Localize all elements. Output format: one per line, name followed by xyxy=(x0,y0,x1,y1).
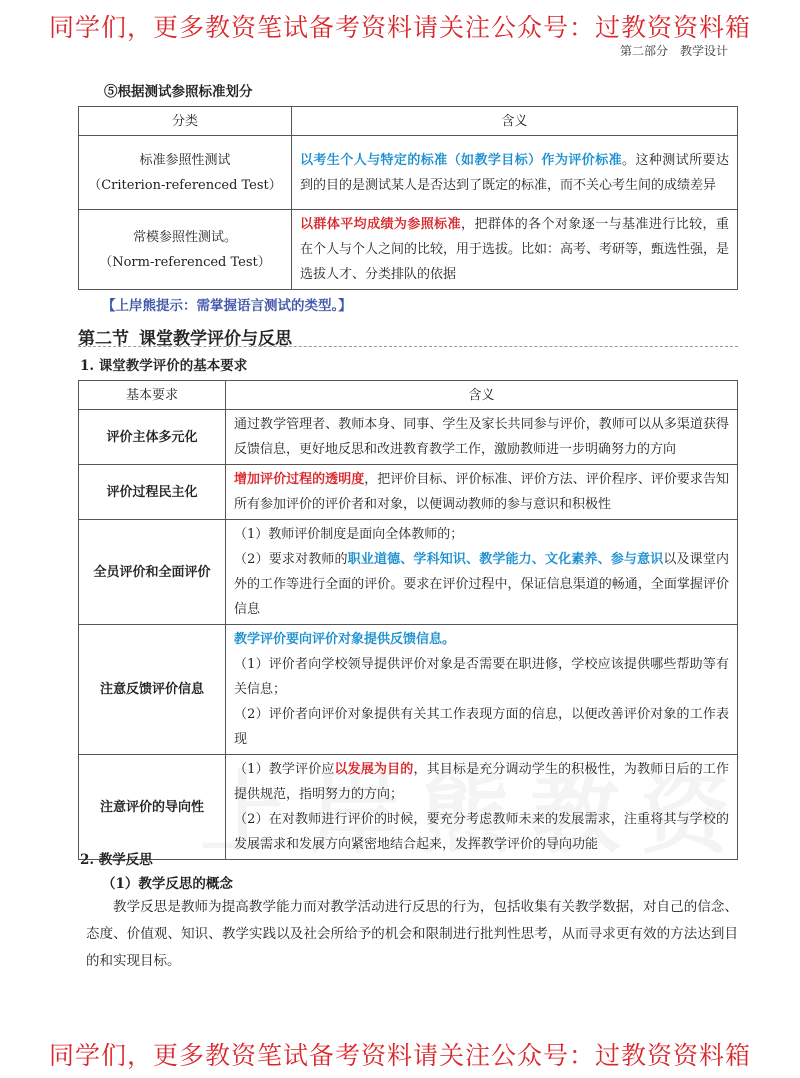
highlight-text: 以群体平均成绩为参照标准 xyxy=(300,217,462,232)
highlight-text: 教学评价要向评价对象提供反馈信息。 xyxy=(234,632,456,647)
requirement-cell: 评价过程民主化 xyxy=(79,465,226,520)
meaning-cell xyxy=(226,755,738,860)
meaning-line: （1）评价者向学校领导提供评价对象是否需要在职进修，学校应该提供哪些帮助等有关信息； xyxy=(234,657,729,697)
highlight-text: 增加评价过程的透明度 xyxy=(234,472,365,487)
test-type-table xyxy=(78,106,738,290)
meaning-cell xyxy=(226,465,738,520)
subheading-reflection: 2. 教学反思 xyxy=(80,852,153,868)
meaning-line: （2）在对教师进行评价的时候，要充分考虑教师未来的发展需求，注重将其与学校的发展需求和发展方向紧密地结合起来，发挥教学评价的导向功能 xyxy=(234,812,729,852)
table-row xyxy=(79,465,738,520)
category-english: （Criterion-referenced Test） xyxy=(88,177,282,193)
table-row xyxy=(79,755,738,860)
table-row xyxy=(79,625,738,755)
meaning-cell xyxy=(292,210,738,290)
meaning-line: （1）教师评价制度是面向全体教师的； xyxy=(234,527,464,542)
evaluation-requirements-table xyxy=(78,380,738,860)
meaning-text: （2）要求对教师的 xyxy=(234,552,348,567)
highlight-text: 以发展为目的 xyxy=(334,762,414,777)
header-meaning: 含义 xyxy=(292,107,738,136)
meaning-text: 。这种测试所要达到的目的是测试某人是否达到了既定的标准，而不关心考生间的成绩差异 xyxy=(300,152,729,193)
meaning-text: 以及课堂内外的工作等进行全面的评价。要求在评价过程中，保证信息渠道的畅通，全面掌握评价信息 xyxy=(234,552,729,617)
bottom-banner: 同学们，更多教资笔试备考资料请关注公众号：过教资资料箱 xyxy=(48,1041,751,1070)
meaning-line: （2）评价者向评价对象提供有关其工作表现方面的信息，以便改善评价对象的工作表现 xyxy=(234,707,729,747)
criterion-heading: ⑤根据测试参照标准划分 xyxy=(104,84,253,100)
meaning-cell xyxy=(226,520,738,625)
table-header-row xyxy=(79,107,738,136)
table-row xyxy=(79,410,738,465)
section-divider xyxy=(78,346,738,347)
meaning-line xyxy=(234,547,729,622)
category-name: 常模参照性测试。 xyxy=(132,229,237,245)
section-number: 第二节 xyxy=(78,329,129,349)
meaning-text: （1）教学评价应 xyxy=(234,762,335,777)
top-banner: 同学们，更多教资笔试备考资料请关注公众号：过教资资料箱 xyxy=(48,13,751,42)
meaning-cell xyxy=(292,136,738,210)
section-title: 课堂教学评价与反思 xyxy=(139,329,292,349)
highlight-text: 以考生个人与特定的标准（如教学目标）作为评价标准 xyxy=(300,152,623,168)
category-cell xyxy=(79,136,292,210)
meaning-text: ，把评价目标、评价标准、评价方法、评价程序、评价要求告知所有参加评价的评价者和对象，以便调动教师的参与意识和积极性 xyxy=(234,472,729,512)
category-english: （Norm-referenced Test） xyxy=(99,254,271,270)
requirement-cell: 注意反馈评价信息 xyxy=(79,625,226,755)
study-tip: 【上岸熊提示：需掌握语言测试的类型。】 xyxy=(102,298,352,314)
header-category: 分类 xyxy=(79,107,292,136)
table-row xyxy=(79,136,738,210)
requirement-cell: 注意评价的导向性 xyxy=(79,755,226,860)
requirement-cell: 评价主体多元化 xyxy=(79,410,226,465)
table-header-row xyxy=(79,381,738,410)
subheading-evaluation: 1. 课堂教学评价的基本要求 xyxy=(80,358,248,374)
highlight-text: 职业道德、学科知识、教学能力、文化素养、参与意识 xyxy=(347,552,664,567)
header-meaning: 含义 xyxy=(226,381,738,410)
table-row xyxy=(79,520,738,625)
meaning-text: ，其目标是充分调动学生的积极性，为教师日后的工作提供规范，指明努力的方向； xyxy=(234,762,729,802)
header-requirement: 基本要求 xyxy=(79,381,226,410)
meaning-cell xyxy=(226,625,738,755)
meaning-cell: 通过教学管理者、教师本身、同事、学生及家长共同参与评价，教师可以从多渠道获得反馈信息，更好地反思和改进教育教学工作，激励教师进一步明确努力的方向 xyxy=(226,410,738,465)
reflection-paragraph: 教学反思是教师为提高教学能力而对教学活动进行反思的行为，包括收集有关教学数据，对自己的信念、态度、价值观、知识、教学实践以及社会所给予的机会和限制进行批判性思考，从而寻求更有效的方法达到目的和实现目标。 xyxy=(86,899,738,969)
running-head: 第二部分 教学设计 xyxy=(619,44,728,58)
category-cell xyxy=(79,210,292,290)
table-row xyxy=(79,210,738,290)
meaning-text: ，把群体的各个对象逐一与基准进行比较，重在个人与个人之间的比较，用于选拔。比如：高考、考研等，甄选性强，是选拔人才、分类排队的依据 xyxy=(300,217,730,282)
category-name: 标准参照性测试 xyxy=(139,152,231,168)
requirement-cell: 全员评价和全面评价 xyxy=(79,520,226,625)
subheading-reflection-concept: （1）教学反思的概念 xyxy=(102,876,233,892)
meaning-line xyxy=(234,757,729,807)
